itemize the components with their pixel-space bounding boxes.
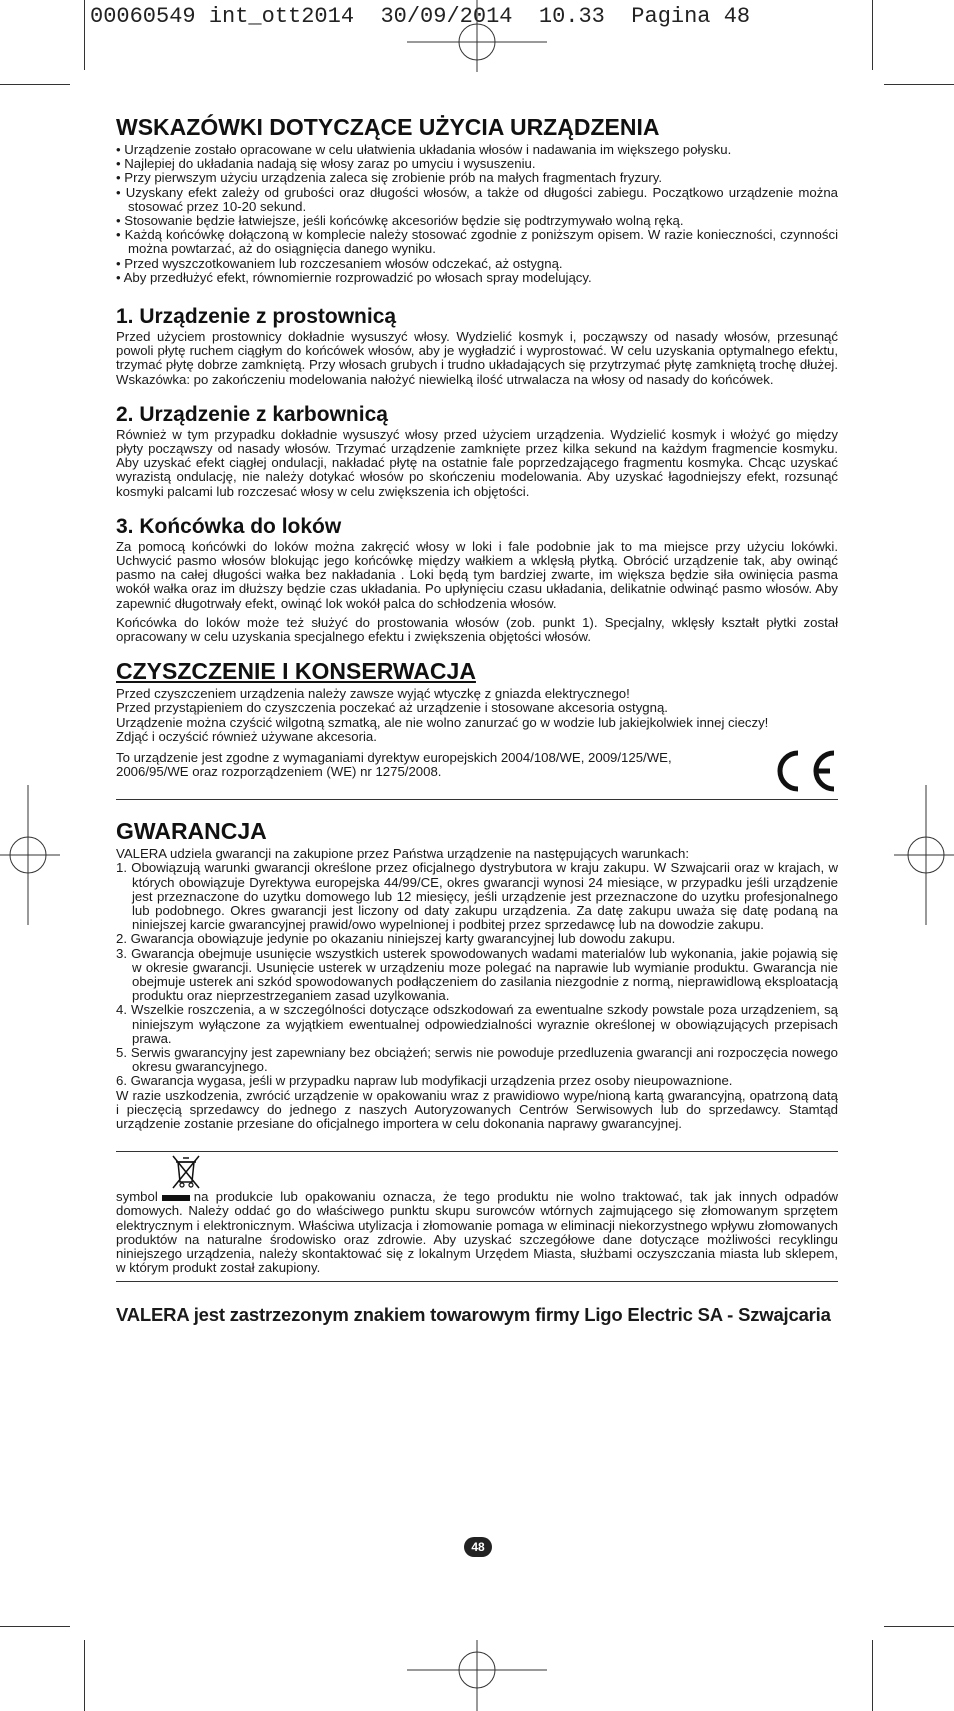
registration-crosshair-icon <box>894 785 954 925</box>
crop-mark-top-left-vertical <box>84 0 85 70</box>
crossed-out-wheelie-bin-icon <box>170 1154 202 1190</box>
crop-mark-top-left-horizontal <box>0 84 70 85</box>
list-item: • Przed wyszczotkowaniem lub rozczesaniem włosów odczekać, aż ostygną. <box>116 255 563 271</box>
section-divider <box>116 1281 838 1282</box>
list-item: • Przy pierwszym użyciu urządzenia zaleca się zrobienie prób na małych fragmentach fryzury. <box>116 170 663 186</box>
list-item: 3. Gwarancja obejmuje usunięcie wszystkich usterek spowodowanych wadami materialów lub wykonania, jakie pojawią się w okresie gwarancji. Usunięcie usterek w urządzeniu moze polegać na naprawie lub wymianie produktu. Gwarancja nie obejmuje usterek ani szkód spowodowanych podłączeniem do zasilania niezgodnie z normą, nieprawidlową eksploatacją produktu oraz nieprzestrzeganiem zasad uzylkowania. <box>116 945 838 1004</box>
print-slug: 00060549 int_ott2014 30/09/2014 10.33 Pagina 48 <box>90 4 751 29</box>
section-divider <box>116 799 838 800</box>
list-item-text: Najlepiej do układania nadają się włosy zaraz po umyciu i wysuszeniu. <box>124 156 536 172</box>
list-item-text: Każdą końcówkę dołączoną w komplecie należy stosować zgodnie z poniższym opisem. W razie konieczności, czynności można powtarzać, aż do osiągnięcia danego wyniku. <box>124 227 838 257</box>
crop-mark-bottom-right-vertical <box>872 1640 873 1711</box>
straightener-text: Przed użyciem prostownicy dokładnie wysuszyć włosy. Wydzielić kosmyk i, począwszy od nasady włosów, przesunąć powoli płytę ruchem ciągłym do końcówek włosów, aby je wygładzić i wyprostować. W celu uzyskania optymalnego efektu, trzymać płytę dobrze zamkniętą. Przy włosach grubych i trudno układających się przytrzymać płytę zamkniętą trochę dłużej. Wskazówka: po zakończeniu modelowania nałożyć niewielką ilość utrwalacza na włosy od nasady do końcówek. <box>116 329 838 387</box>
warranty-heading: GWARANCJA <box>116 818 267 845</box>
list-item: • Aby przedłużyć efekt, równomiernie rozprowadzić po włosach spray modelujący. <box>116 269 592 285</box>
list-item: • Najlepiej do układania nadają się włosy zaraz po umyciu i wysuszeniu. <box>116 156 536 172</box>
conformity-text: To urządzenie jest zgodne z wymaganiami dyrektyw europejskich 2004/108/WE, 2009/125/WE, 2006/95/WE oraz rozporządzeniem (WE) nr 1275/2008. <box>116 750 672 780</box>
usage-heading: WSKAZÓWKI DOTYCZĄCE UŻYCIA URZĄDZENIA <box>116 114 660 140</box>
crop-mark-bottom-left-horizontal <box>0 1626 70 1627</box>
crop-mark-bottom-left-vertical <box>84 1640 85 1711</box>
cleaning-line: Zdjąć i oczyścić również używane akcesoria. <box>116 728 377 744</box>
curler-heading: 3. Końcówka do loków <box>116 514 342 538</box>
crop-mark-bottom-right-horizontal <box>884 1626 954 1627</box>
list-item-text: Przy pierwszym użyciu urządzenia zaleca się zrobienie prób na małych fragmentach fryzury. <box>124 170 663 186</box>
crop-mark-top-right-vertical <box>872 0 873 70</box>
list-item-text: Przed wyszczotkowaniem lub rozczesaniem włosów odczekać, aż ostygną. <box>124 255 563 271</box>
registration-crosshair-icon <box>0 785 60 925</box>
section-divider <box>116 1151 838 1152</box>
registration-crosshair-icon <box>407 1640 547 1711</box>
list-item: 2. Gwarancja obowiązuje jedynie po okazaniu niniejszej karty gwarancyjnej lub dowodu zakupu. <box>116 931 676 947</box>
usage-bullet-list <box>116 143 838 285</box>
weee-prefix: symbol <box>116 1189 158 1205</box>
conformity-row <box>116 751 838 795</box>
warranty-outro: W razie uszkodzenia, zwrócić urządzenie w opakowaniu wraz z prawidiowo wype/nioną kartą gwarancyjną, opatrzoną datą i pieczęcią sprzedawcy do jednego z naszych Autoryzowanych Centrów Serwisowych lub do sprzedawcy. Stamtąd urządzenie zostanie przesiane do oficjalnego importera w celu dokonania naprawy gwarancyjnej. <box>116 1087 838 1131</box>
weee-paragraph <box>116 1190 838 1275</box>
weee-text: na produkcie lub opakowaniu oznacza, że tego produktu nie wolno traktować, tak jak innych odpadów domowych. Należy oddać go do właściwego punktu skupu surowców wtórnych zajmującego się złomowanym sprzętem elektrycznym i elektronicznym. Właściwa utylizacja i złomowanie pomaga w eliminacji niekorzystnego wpływu złomowanych produktów na naturalne środowisko oraz zdrowie. Aby uzyskać szczegółowe dane dotyczące możliwości recyklingu niniejszego urządzenia, należy skontaktować się z lokalnym Urzędem Miasta, służbami oczyszczania miasta lub sklepem, w którym produkt został zakupiony. <box>116 1189 838 1276</box>
warranty-intro: VALERA udziela gwarancji na zakupione przez Państwa urządzenie na następujących warunkach: <box>116 846 690 862</box>
list-item: • Uzyskany efekt zależy od grubości oraz długości włosów, a także od długości zabiegu. Początkowo urządzenie można stosować przez 10-20 sekund. <box>116 184 839 214</box>
weee-bar-icon <box>162 1195 190 1201</box>
list-item: 1. Obowiązują warunki gwarancji określone przez oficjalnego dystrybutora w kraju zakupu. W Szwajcarii oraz w krajach, w których obowiązuje Dyrektywa europejska 44/99/CE, okres gwarancji wynosi 24 miesiące, w przypadku jeśli urządzenie jest przeznaczone do uzytku domowego lub 12 miesięcy, jeśli urządzenie jest przeznaczone do uzytku profesjonalnego lub podobnego. Okres gwarancji jest liczony od daty zakupu urządzenia. Za datę zakupu uważa się datę podaną na niniejszej karcie gwarancyjnej prawid/owo wypelnionej i podbitej przez sprzedawcę lub na dowodzie zakupu. <box>116 860 838 933</box>
list-item-text: Stosowanie będzie łatwiejsze, jeśli końcówkę akcesoriów będzie się podtrzymywało wolną ręką. <box>124 213 684 229</box>
registration-crosshair-icon <box>407 0 547 72</box>
page-content <box>116 114 838 1326</box>
cleaning-line: Urządzenie można czyścić wilgotną szmatką, ale nie wolno zanurzać go w wodzie lub jakiejkolwiek innej cieczy! <box>116 714 769 730</box>
list-item-text: Uzyskany efekt zależy od grubości oraz długości włosów, a także od długości zabiegu. Początkowo urządzenie można stosować przez 10-20 sekund. <box>125 184 839 214</box>
weee-block <box>116 1154 838 1275</box>
cleaning-line: Przed czyszczeniem urządzenia należy zawsze wyjąć wtyczkę z gniazda elektrycznego! <box>116 686 630 702</box>
crimper-heading: 2. Urządzenie z karbownicą <box>116 402 388 426</box>
list-item: • Każdą końcówkę dołączoną w komplecie należy stosować zgodnie z poniższym opisem. W razie konieczności, czynności można powtarzać, aż do osiągnięcia danego wyniku. <box>116 227 838 257</box>
page-number: 48 <box>464 1537 492 1557</box>
list-item: 5. Serwis gwarancyjny jest zapewniany bez obciążeń; serwis nie powoduje przedluzenia gwarancji ani rozpoczęcia nowego okresu gwarancyjnego. <box>116 1044 838 1075</box>
list-item: 6. Gwarancja wygasa, jeśli w przypadku napraw lub modyfikacji urządzenia przez osoby nieupowaznione. <box>116 1073 733 1089</box>
cleaning-heading: CZYSZCZENIE I KONSERWACJA <box>116 658 476 685</box>
list-item: • Urządzenie zostało opracowane w celu ułatwienia układania włosów i nadawania im większego połysku. <box>116 142 732 157</box>
crop-mark-top-right-horizontal <box>884 84 954 85</box>
curler-text-1: Za pomocą końcówki do loków można zakręcić włosy w loki i fale podobnie jak to ma miejsce przy użyciu lokówki. Uchwycić pasmo włosów blokując jego końcówkę między wałkiem a wklęsłą płytką. Obrócić urządzenie tak, aby owinąć pasmo na całej długości wałka bez nakładania . Loki będą tym bardziej zwarte, im większa będzie siła owinięcia pasma wokół wałka oraz im dłuższy będzie czas układania. Po upłynięciu czasu układania, delikatnie odwinąć pasmo włosów. Aby zapewnić długotrwały efekt, owinąć lok wokół palca do schłodzenia włosów. <box>116 538 838 611</box>
ce-mark-icon <box>768 747 838 795</box>
list-item: • Stosowanie będzie łatwiejsze, jeśli końcówkę akcesoriów będzie się podtrzymywało wolną ręką. <box>116 213 684 229</box>
list-item-text: Aby przedłużyć efekt, równomiernie rozprowadzić po włosach spray modelujący. <box>123 269 592 285</box>
list-item: 4. Wszelkie roszczenia, a w szczególności dotyczące odszkodowań za ewentualne szkody powstale poza urządzeniem, są niniejszym wyłączone za wyjątkiem ewentualnej odpowiedzialności wyraznie określonej w obowiązujących przepisach prawa. <box>116 1002 838 1046</box>
warranty-list <box>116 861 838 1088</box>
straightener-heading: 1. Urządzenie z prostownicą <box>116 305 397 329</box>
crimper-text: Również w tym przypadku dokładnie wysuszyć włosy przed użyciem urządzenia. Wydzielić kosmyk i włożyć go między płyty począwszy od nasady włosów. Trzymać urządzenie zamknięte przez kilka sekund na każdym fragmencie kosmyku. Aby uzyskać efekt ciągłej ondulacji, nakładać płytę na ostatnie fale poprzedzającego fragmentu kosmyka. Chcąc uzyskać wyrazistą ondulację, nie należy dotykać włosów po skończeniu modelowania. Aby uzyskać łagodniejszy efekt, rozsunąć kosmyki palcami lub rozczesać włosy w celu zwiększenia ich objętości. <box>116 426 838 499</box>
cleaning-line: Przed przystąpieniem do czyszczenia poczekać aż urządzenie i stosowane akcesoria ostygną. <box>116 700 668 716</box>
curler-text-2: Końcówka do loków może też służyć do prostowania włosów (zob. punkt 1). Specjalny, wklęsły kształt płytki został opracowany w celu uzyskania specjalnego efektu i zwiększenia objętości włosów. <box>116 614 838 645</box>
trademark-line: VALERA jest zastrzezonym znakiem towarowym firmy Ligo Electric SA - Szwajcaria <box>116 1304 831 1326</box>
list-item-text: Urządzenie zostało opracowane w celu ułatwienia układania włosów i nadawania im większego połysku. <box>124 142 732 157</box>
